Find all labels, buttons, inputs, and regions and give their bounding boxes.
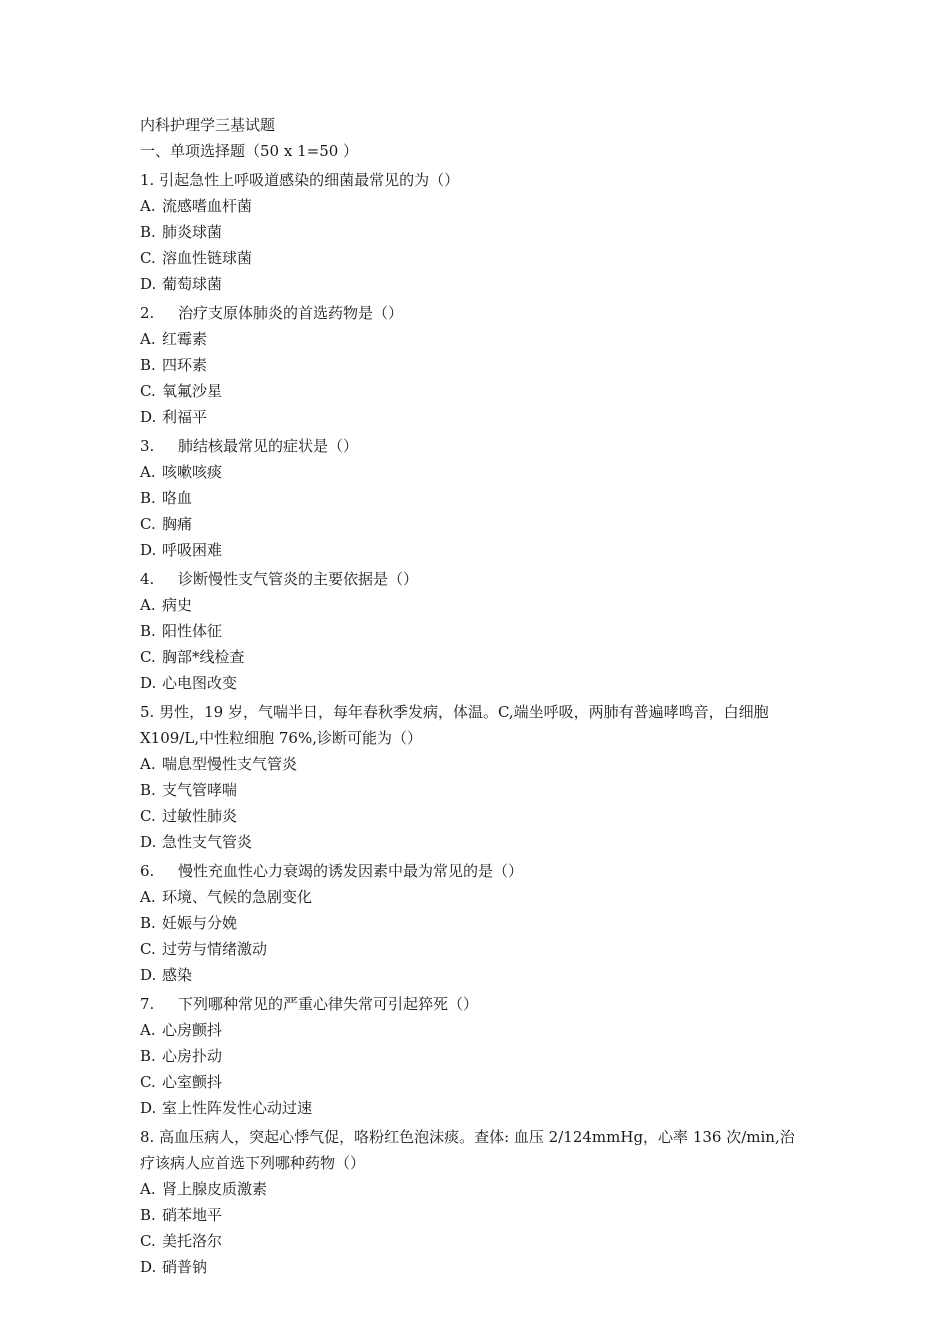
option-text: 硝苯地平	[162, 1206, 223, 1224]
option-letter: A.	[140, 888, 156, 906]
question-5	[140, 699, 802, 855]
option-letter: A.	[140, 755, 156, 773]
answer-option	[140, 1254, 802, 1280]
option-letter: D.	[140, 674, 157, 692]
question-text: 下列哪种常见的严重心律失常可引起猝死（）	[178, 995, 479, 1013]
question-3	[140, 433, 802, 563]
answer-option	[140, 326, 802, 352]
answer-option	[140, 193, 802, 219]
question-text: 高血压病人，突起心悸气促，咯粉红色泡沫痰。查体: 血压 2/124mmHg，心率 136 次/min,治疗该病人应首选下列哪种药物（）	[140, 1128, 795, 1172]
option-text: 妊娠与分娩	[162, 914, 238, 932]
question-2	[140, 300, 802, 430]
answer-option	[140, 378, 802, 404]
answer-option	[140, 1017, 802, 1043]
answer-option	[140, 962, 802, 988]
option-text: 病史	[162, 596, 193, 614]
answer-option	[140, 592, 802, 618]
option-letter: C.	[140, 807, 156, 825]
option-text: 胸部*线检查	[162, 648, 245, 666]
answer-option	[140, 485, 802, 511]
question-stem	[140, 699, 802, 751]
option-letter: C.	[140, 1073, 156, 1091]
answer-option	[140, 829, 802, 855]
answer-option	[140, 618, 802, 644]
question-number: 2.	[140, 304, 155, 322]
option-text: 溶血性链球菌	[162, 249, 253, 267]
option-letter: D.	[140, 1099, 157, 1117]
option-letter: C.	[140, 515, 156, 533]
question-stem	[140, 300, 802, 326]
option-letter: A.	[140, 1180, 156, 1198]
answer-option	[140, 1069, 802, 1095]
option-letter: A.	[140, 1021, 156, 1039]
question-stem	[140, 1124, 802, 1176]
option-letter: A.	[140, 596, 156, 614]
question-stem	[140, 991, 802, 1017]
option-letter: B.	[140, 356, 156, 374]
question-4	[140, 566, 802, 696]
question-stem	[140, 167, 802, 193]
question-number: 4.	[140, 570, 155, 588]
option-text: 咯血	[162, 489, 193, 507]
question-7	[140, 991, 802, 1121]
option-text: 支气管哮喘	[162, 781, 238, 799]
answer-option	[140, 459, 802, 485]
option-text: 红霉素	[162, 330, 208, 348]
question-stem	[140, 566, 802, 592]
option-letter: B.	[140, 223, 156, 241]
option-letter: A.	[140, 463, 156, 481]
option-text: 过敏性肺炎	[162, 807, 238, 825]
option-letter: D.	[140, 275, 157, 293]
answer-option	[140, 537, 802, 563]
option-letter: A.	[140, 197, 156, 215]
option-text: 呼吸困难	[162, 541, 223, 559]
answer-option	[140, 1176, 802, 1202]
question-text: 肺结核最常见的症状是（）	[178, 437, 359, 455]
question-stem	[140, 858, 802, 884]
question-text: 诊断慢性支气管炎的主要依据是（）	[178, 570, 419, 588]
answer-option	[140, 219, 802, 245]
option-text: 心房颤抖	[162, 1021, 223, 1039]
answer-option	[140, 777, 802, 803]
option-letter: B.	[140, 622, 156, 640]
document-page	[140, 112, 802, 1280]
question-6	[140, 858, 802, 988]
option-letter: D.	[140, 966, 157, 984]
option-text: 阳性体征	[162, 622, 223, 640]
option-text: 感染	[162, 966, 193, 984]
question-text: 治疗支原体肺炎的首选药物是（）	[178, 304, 404, 322]
option-letter: B.	[140, 1206, 156, 1224]
option-text: 四环素	[162, 356, 208, 374]
option-letter: D.	[140, 1258, 157, 1276]
option-text: 美托洛尔	[162, 1232, 223, 1250]
option-text: 环境、气候的急剧变化	[162, 888, 313, 906]
answer-option	[140, 1043, 802, 1069]
document-title: 内科护理学三基试题	[140, 116, 276, 134]
option-letter: D.	[140, 833, 157, 851]
option-text: 流感嗜血杆菌	[162, 197, 253, 215]
option-text: 肺炎球菌	[162, 223, 223, 241]
option-text: 肾上腺皮质激素	[162, 1180, 268, 1198]
answer-option	[140, 511, 802, 537]
answer-option	[140, 910, 802, 936]
option-text: 急性支气管炎	[162, 833, 253, 851]
question-stem	[140, 433, 802, 459]
option-text: 硝普钠	[162, 1258, 208, 1276]
answer-option	[140, 404, 802, 430]
option-letter: D.	[140, 541, 157, 559]
option-text: 室上性阵发性心动过速	[162, 1099, 313, 1117]
question-list	[140, 167, 802, 1280]
question-1	[140, 167, 802, 297]
option-text: 心房扑动	[162, 1047, 223, 1065]
answer-option	[140, 803, 802, 829]
question-number: 7.	[140, 995, 155, 1013]
option-text: 利福平	[162, 408, 208, 426]
option-text: 心电图改变	[162, 674, 238, 692]
option-letter: C.	[140, 648, 156, 666]
option-letter: B.	[140, 914, 156, 932]
option-text: 过劳与情绪激动	[162, 940, 268, 958]
answer-option	[140, 271, 802, 297]
answer-option	[140, 1228, 802, 1254]
option-letter: A.	[140, 330, 156, 348]
question-number: 6.	[140, 862, 155, 880]
option-letter: D.	[140, 408, 157, 426]
option-letter: B.	[140, 489, 156, 507]
question-number: 5.	[140, 703, 155, 721]
option-text: 咳嗽咳痰	[162, 463, 223, 481]
question-text: 男性，19 岁，气喘半日，每年春秋季发病，体温。C,端坐呼吸，两肺有普遍哮鸣音，白细胞X109/L,中性粒细胞 76%,诊断可能为（）	[140, 703, 769, 747]
option-letter: C.	[140, 1232, 156, 1250]
answer-option	[140, 670, 802, 696]
option-letter: C.	[140, 382, 156, 400]
question-number: 8.	[140, 1128, 155, 1146]
section-heading: 一、单项选择题（50 x 1=50 ）	[140, 142, 359, 160]
question-number: 1.	[140, 171, 155, 189]
question-number: 3.	[140, 437, 155, 455]
answer-option	[140, 1202, 802, 1228]
option-text: 胸痛	[162, 515, 193, 533]
answer-option	[140, 884, 802, 910]
answer-option	[140, 352, 802, 378]
option-text: 葡萄球菌	[162, 275, 223, 293]
answer-option	[140, 1095, 802, 1121]
option-text: 氧氟沙星	[162, 382, 223, 400]
answer-option	[140, 936, 802, 962]
option-text: 心室颤抖	[162, 1073, 223, 1091]
question-text: 慢性充血性心力衰竭的诱发因素中最为常见的是（）	[178, 862, 524, 880]
option-letter: B.	[140, 1047, 156, 1065]
answer-option	[140, 245, 802, 271]
answer-option	[140, 751, 802, 777]
answer-option	[140, 644, 802, 670]
option-letter: B.	[140, 781, 156, 799]
question-text: 引起急性上呼吸道感染的细菌最常见的为（）	[159, 171, 460, 189]
question-8	[140, 1124, 802, 1280]
option-letter: C.	[140, 940, 156, 958]
option-text: 喘息型慢性支气管炎	[162, 755, 298, 773]
option-letter: C.	[140, 249, 156, 267]
